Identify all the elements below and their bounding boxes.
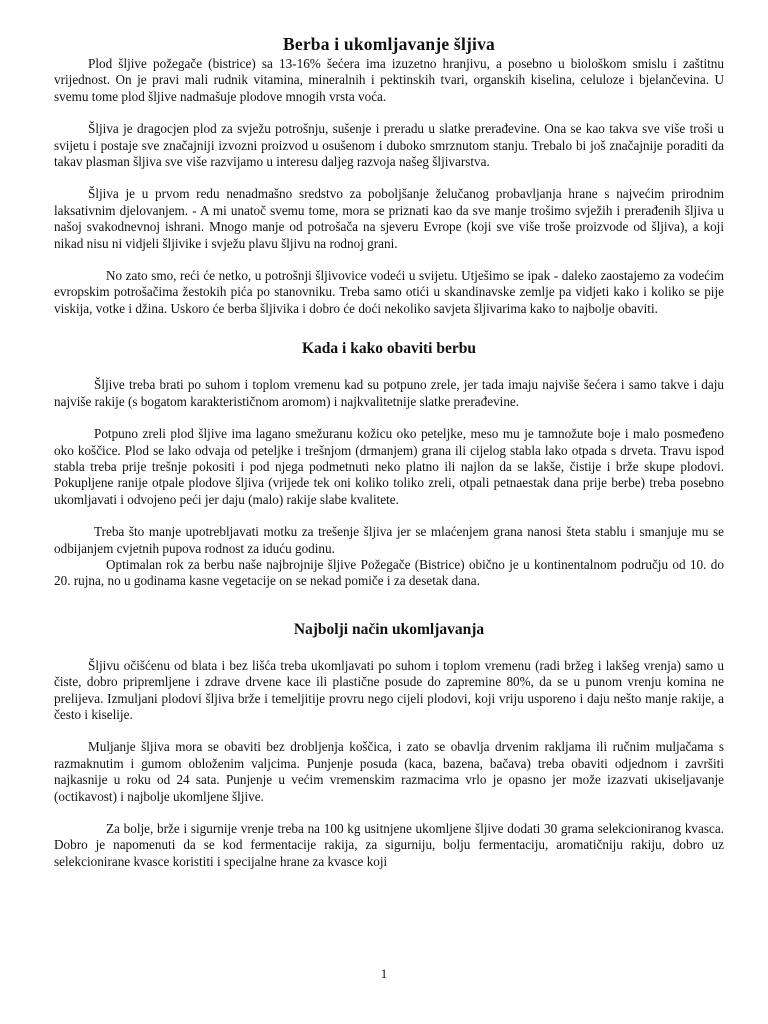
harvest-paragraph-4: Optimalan rok za berbu naše najbrojnije šljive Požegače (Bistrice) obično je u kontinentalnom području od 10. do 20. rujna, no u godinama kasne vegetacije on se nekad pomiče i za desetak dana. [54,556,724,589]
harvest-paragraph-3: Treba što manje upotrebljavati motku za trešenje šljiva jer se mlaćenjem grana nanosi šteta stablu i smanjuje mu se odbijanjem cvjetnih pupova rodnost za iduću godinu. [54,524,724,556]
intro-paragraph-1: Plod šljive požegače (bistrice) sa 13-16% šećera ima izuzetno hranjivu, a posebno u biološkom smislu i zaštitnu vrijednost. On je pravi mali rudnik vitamina, mineralnih i pektinskih tvari, organskih kiselina, celuloze i bjelančevina. U svemu tome plod šljive nadmašuje plodove mnogih vrsta voća. [54,56,724,104]
harvest-paragraph-2: Potpuno zreli plod šljive ima lagano smežuranu kožicu oko peteljke, meso mu je tamnožute boje i malo posmeđeno oko koščice. Plod se lako odvaja od peteljke i trešnjom (drmanjem) grana ili cijelog stabla lako otpada s drveta. Travu ispod stabla treba prije trešnje pokositi i pod njega podmetnuti neko platno ili najlon da se lakše, čistije i brže skupe plodovi. Pokupljene ranije otpale plodove šljiva (vrijede tek oni koliko toliko zreli, otpali petnaestak dana prije berbe) treba posebno ukomljavati i odvojeno peći jer daju (malo) rakije slabe kvalitete. [54,426,724,507]
page-number: 1 [380,966,388,981]
section-heading-harvest: Kada i kako obaviti berbu [302,340,476,358]
harvest-paragraph-1: Šljive treba brati po suhom i toplom vremenu kad su potpuno zrele, jer tada imaju najviše šećera i samo takve i daju najviše rakije (s bogatom karakterističnom aromom) i najkvalitetnije slatke prerađevine. [54,377,724,409]
section-heading-mashing: Najbolji način ukomljavanja [293,620,485,638]
intro-paragraph-3: Šljiva je u prvom redu nenadmašno sredstvo za poboljšanje želučanog probavljanja hrane s najvećim prirodnim laksativnim djelovanjem. - A mi unatoč svemu tome, mora se priznati kao da sve manje trošimo svježih i prerađenih šljiva u našoj svakodnevnoj ishrani. Mnogo manje od potrošača na sjeveru Evrope (koji sve više troše proizvode od šljiva), a koji nikad nisu ni vidjeli šljivike i svježu plavu šljivu na rodnoj grani. [54,186,724,251]
mashing-paragraph-2: Muljanje šljiva mora se obaviti bez drobljenja koščica, i zato se obavlja drvenim rakljama ili ručnim muljačama s razmaknutim i gumom obloženim valjcima. Punjenje posuda (kaca, bazena, bačava) treba obaviti odjednom i završiti najkasnije u roku od 24 sata. Punjenje u većim vremenskim razmacima vrlo je opasno jer može izazvati ukiseljavanje (octikavost) i najbolje ukomljene šljive. [54,739,724,804]
document-title: Berba i ukomljavanje šljiva [283,34,495,54]
intro-paragraph-2: Šljiva je dragocjen plod za svježu potrošnju, sušenje i preradu u slatke prerađevine. Ona se kao takva sve više troši u svijetu i postaje sve značajniji izvozni proizvod u osušenom i duboko smrznutom stanju. Trebalo bi još značajnije poraditi da takav plasman šljiva sve više razvijamo u interesu daljeg razvoja našeg šljivarstva. [54,121,724,170]
mashing-paragraph-1: Šljivu očišćenu od blata i bez lišća treba ukomljavati po suhom i toplom vremenu (radi bržeg i lakšeg vrenja) samo u čiste, dobro pripremljene i zdrave drvene kace ili plastične posude do zapremine 80%, da se u punom vrenju komina ne prelijeva. Izmuljani plodovi šljiva brže i temeljitije provru nego cijeli plodovi, koji vriju usporeno i daju nešto manje rakije, a često i kiselije. [54,657,724,722]
mashing-paragraph-3: Za bolje, brže i sigurnije vrenje treba na 100 kg usitnjene ukomljene šljive dodati 30 grama selekcioniranog kvasca. Dobro je napomenuti da se kod fermentacije rakija, za sigurniju, bolju fermentaciju, aromatičniju rakiju, dobro uz selekcionirane kvasce koristiti i specijalne hrane za kvasce koji [54,821,724,869]
intro-paragraph-4: No zato smo, reći će netko, u potrošnji šljivovice vodeći u svijetu. Utješimo se ipak - daleko zaostajemo za vodećim evropskim potrošačima žestokih pića po stanovniku. Treba samo otići u skandinavske zemlje pa vidjeti kako i koliko se pije viskija, votke i džina. Uskoro će berba šljivika i dobro će doći nekoliko savjeta šljivarima kako to najbolje obaviti. [54,268,724,316]
